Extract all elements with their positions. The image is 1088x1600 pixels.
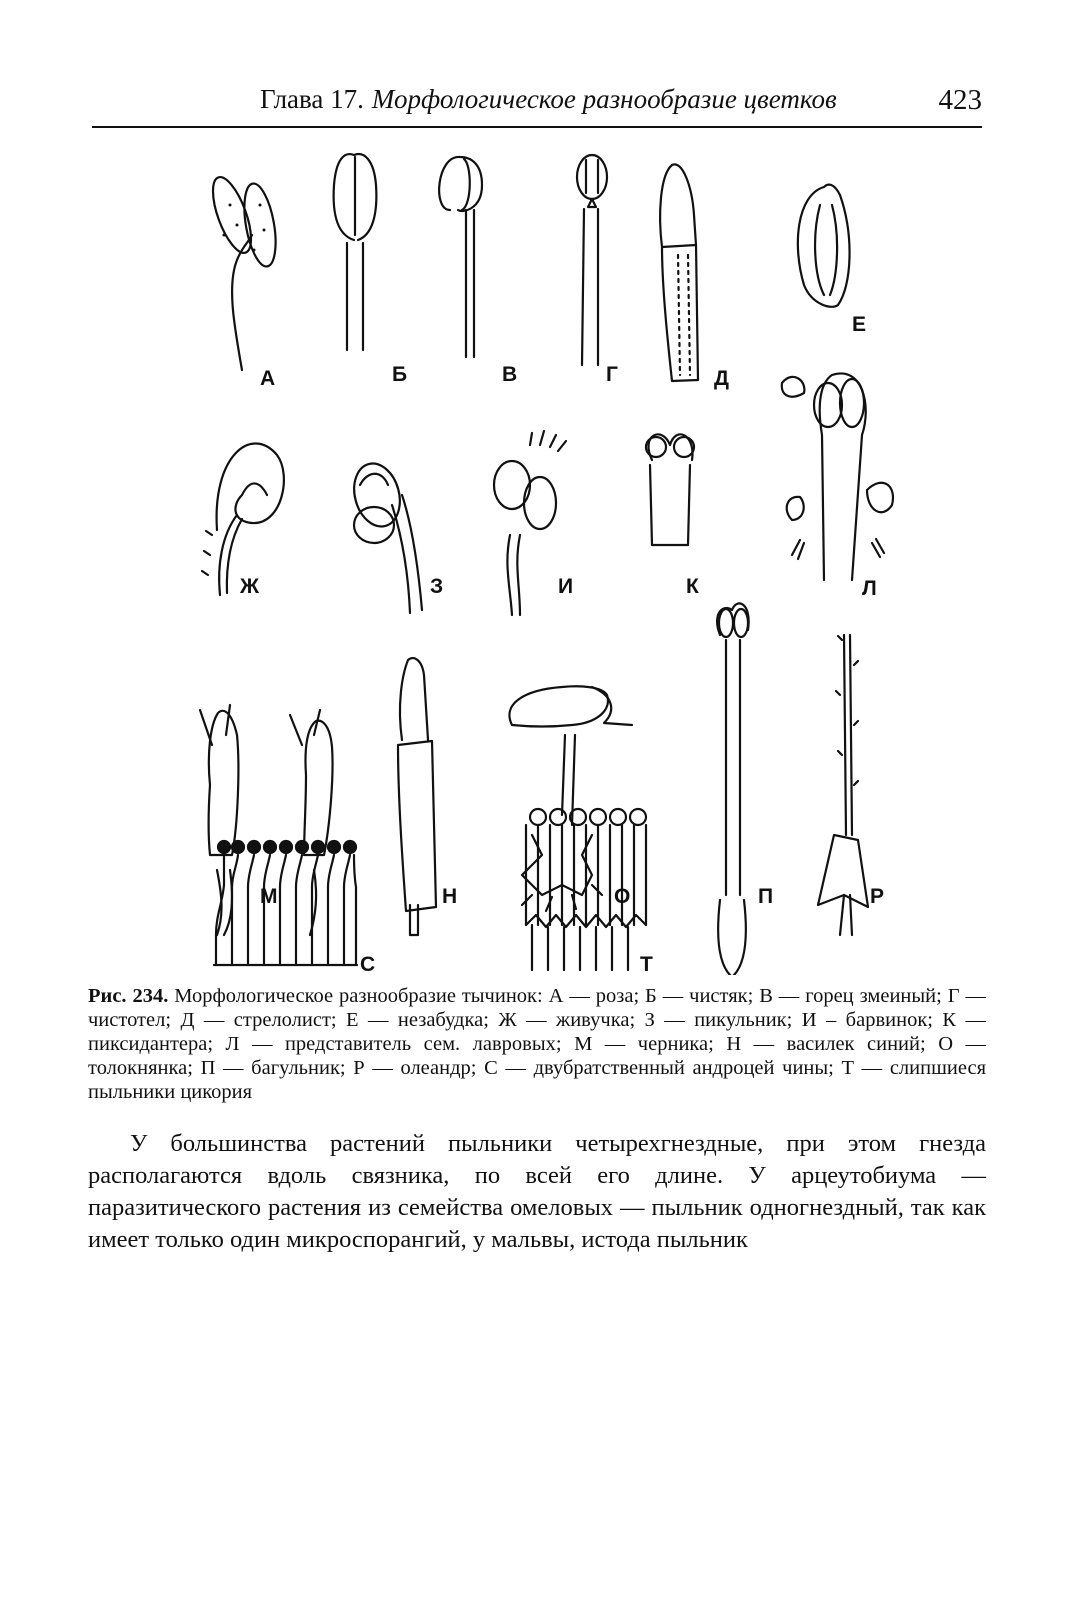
- stamen-r-drawing: [818, 635, 868, 935]
- chapter-label: Глава 17.: [260, 84, 364, 114]
- body-paragraph: У большинства растений пыльники четырехгнездные, при этом гнезда располагаются вдоль связника, по всей его длине. У арцеутобиума — паразитического растения из семейства омеловых — пыльник одногнездный, так как имеет только один микроспорангий, у мальвы, истода пыльник: [88, 1130, 986, 1253]
- label-t: Т: [640, 953, 653, 976]
- label-n: Н: [442, 885, 458, 908]
- label-k: К: [686, 575, 699, 598]
- stamen-d-drawing: [660, 164, 698, 381]
- stamen-illustration: [92, 135, 992, 975]
- stamen-e-drawing: [798, 185, 850, 307]
- label-v: В: [502, 363, 518, 386]
- label-o: О: [614, 885, 631, 908]
- label-z: З: [430, 575, 444, 598]
- stamen-zh-drawing: [202, 444, 284, 595]
- chapter-heading: [260, 84, 837, 115]
- label-l: Л: [862, 577, 877, 600]
- stamen-o-drawing: [509, 686, 632, 911]
- label-b: Б: [392, 363, 408, 386]
- label-d: Д: [714, 367, 729, 390]
- label-zh: Ж: [240, 575, 259, 598]
- label-g: Г: [606, 363, 618, 386]
- stamen-g-drawing: [577, 155, 607, 365]
- caption-number: Рис. 234.: [88, 985, 169, 1007]
- caption-text: Морфологическое разнообразие тычинок: А — роза; Б — чистяк; В — горец змеиный; Г — чистотел; Д — стрелолист; Е — незабудка; Ж — живучка; З — пикульник; И – барвинок; К — пиксидантера; Л — представитель сем. лавровых; М — черника; Н — василек синий; О — толокнянка; П — багульник; Р — олеандр; С — двубратственный андроцей чины; Т — слипшиеся пыльники цикория: [88, 985, 986, 1103]
- stamen-figure: [92, 135, 992, 975]
- stamen-s-drawing: [214, 841, 357, 965]
- stamen-b-drawing: [334, 154, 377, 350]
- label-p: П: [758, 885, 774, 908]
- label-s: С: [360, 953, 376, 976]
- stamen-n-drawing: [398, 658, 436, 935]
- figure-caption: [88, 984, 986, 1104]
- stamen-z-drawing: [347, 458, 422, 613]
- stamen-l-drawing: [782, 373, 893, 580]
- label-r: Р: [870, 885, 885, 908]
- label-i: И: [558, 575, 574, 598]
- label-e: Е: [852, 313, 867, 336]
- label-a: А: [260, 367, 276, 390]
- running-header: [92, 78, 982, 128]
- label-m: М: [260, 885, 278, 908]
- chapter-title: Морфологическое разнообразие цветков: [371, 84, 837, 114]
- stamen-i-drawing: [494, 431, 566, 615]
- stamen-v-drawing: [439, 157, 482, 357]
- stamen-a-drawing: [205, 173, 281, 370]
- stamen-p-drawing: [717, 603, 749, 975]
- stamen-k-drawing: [646, 434, 694, 545]
- page-number: 423: [938, 84, 982, 116]
